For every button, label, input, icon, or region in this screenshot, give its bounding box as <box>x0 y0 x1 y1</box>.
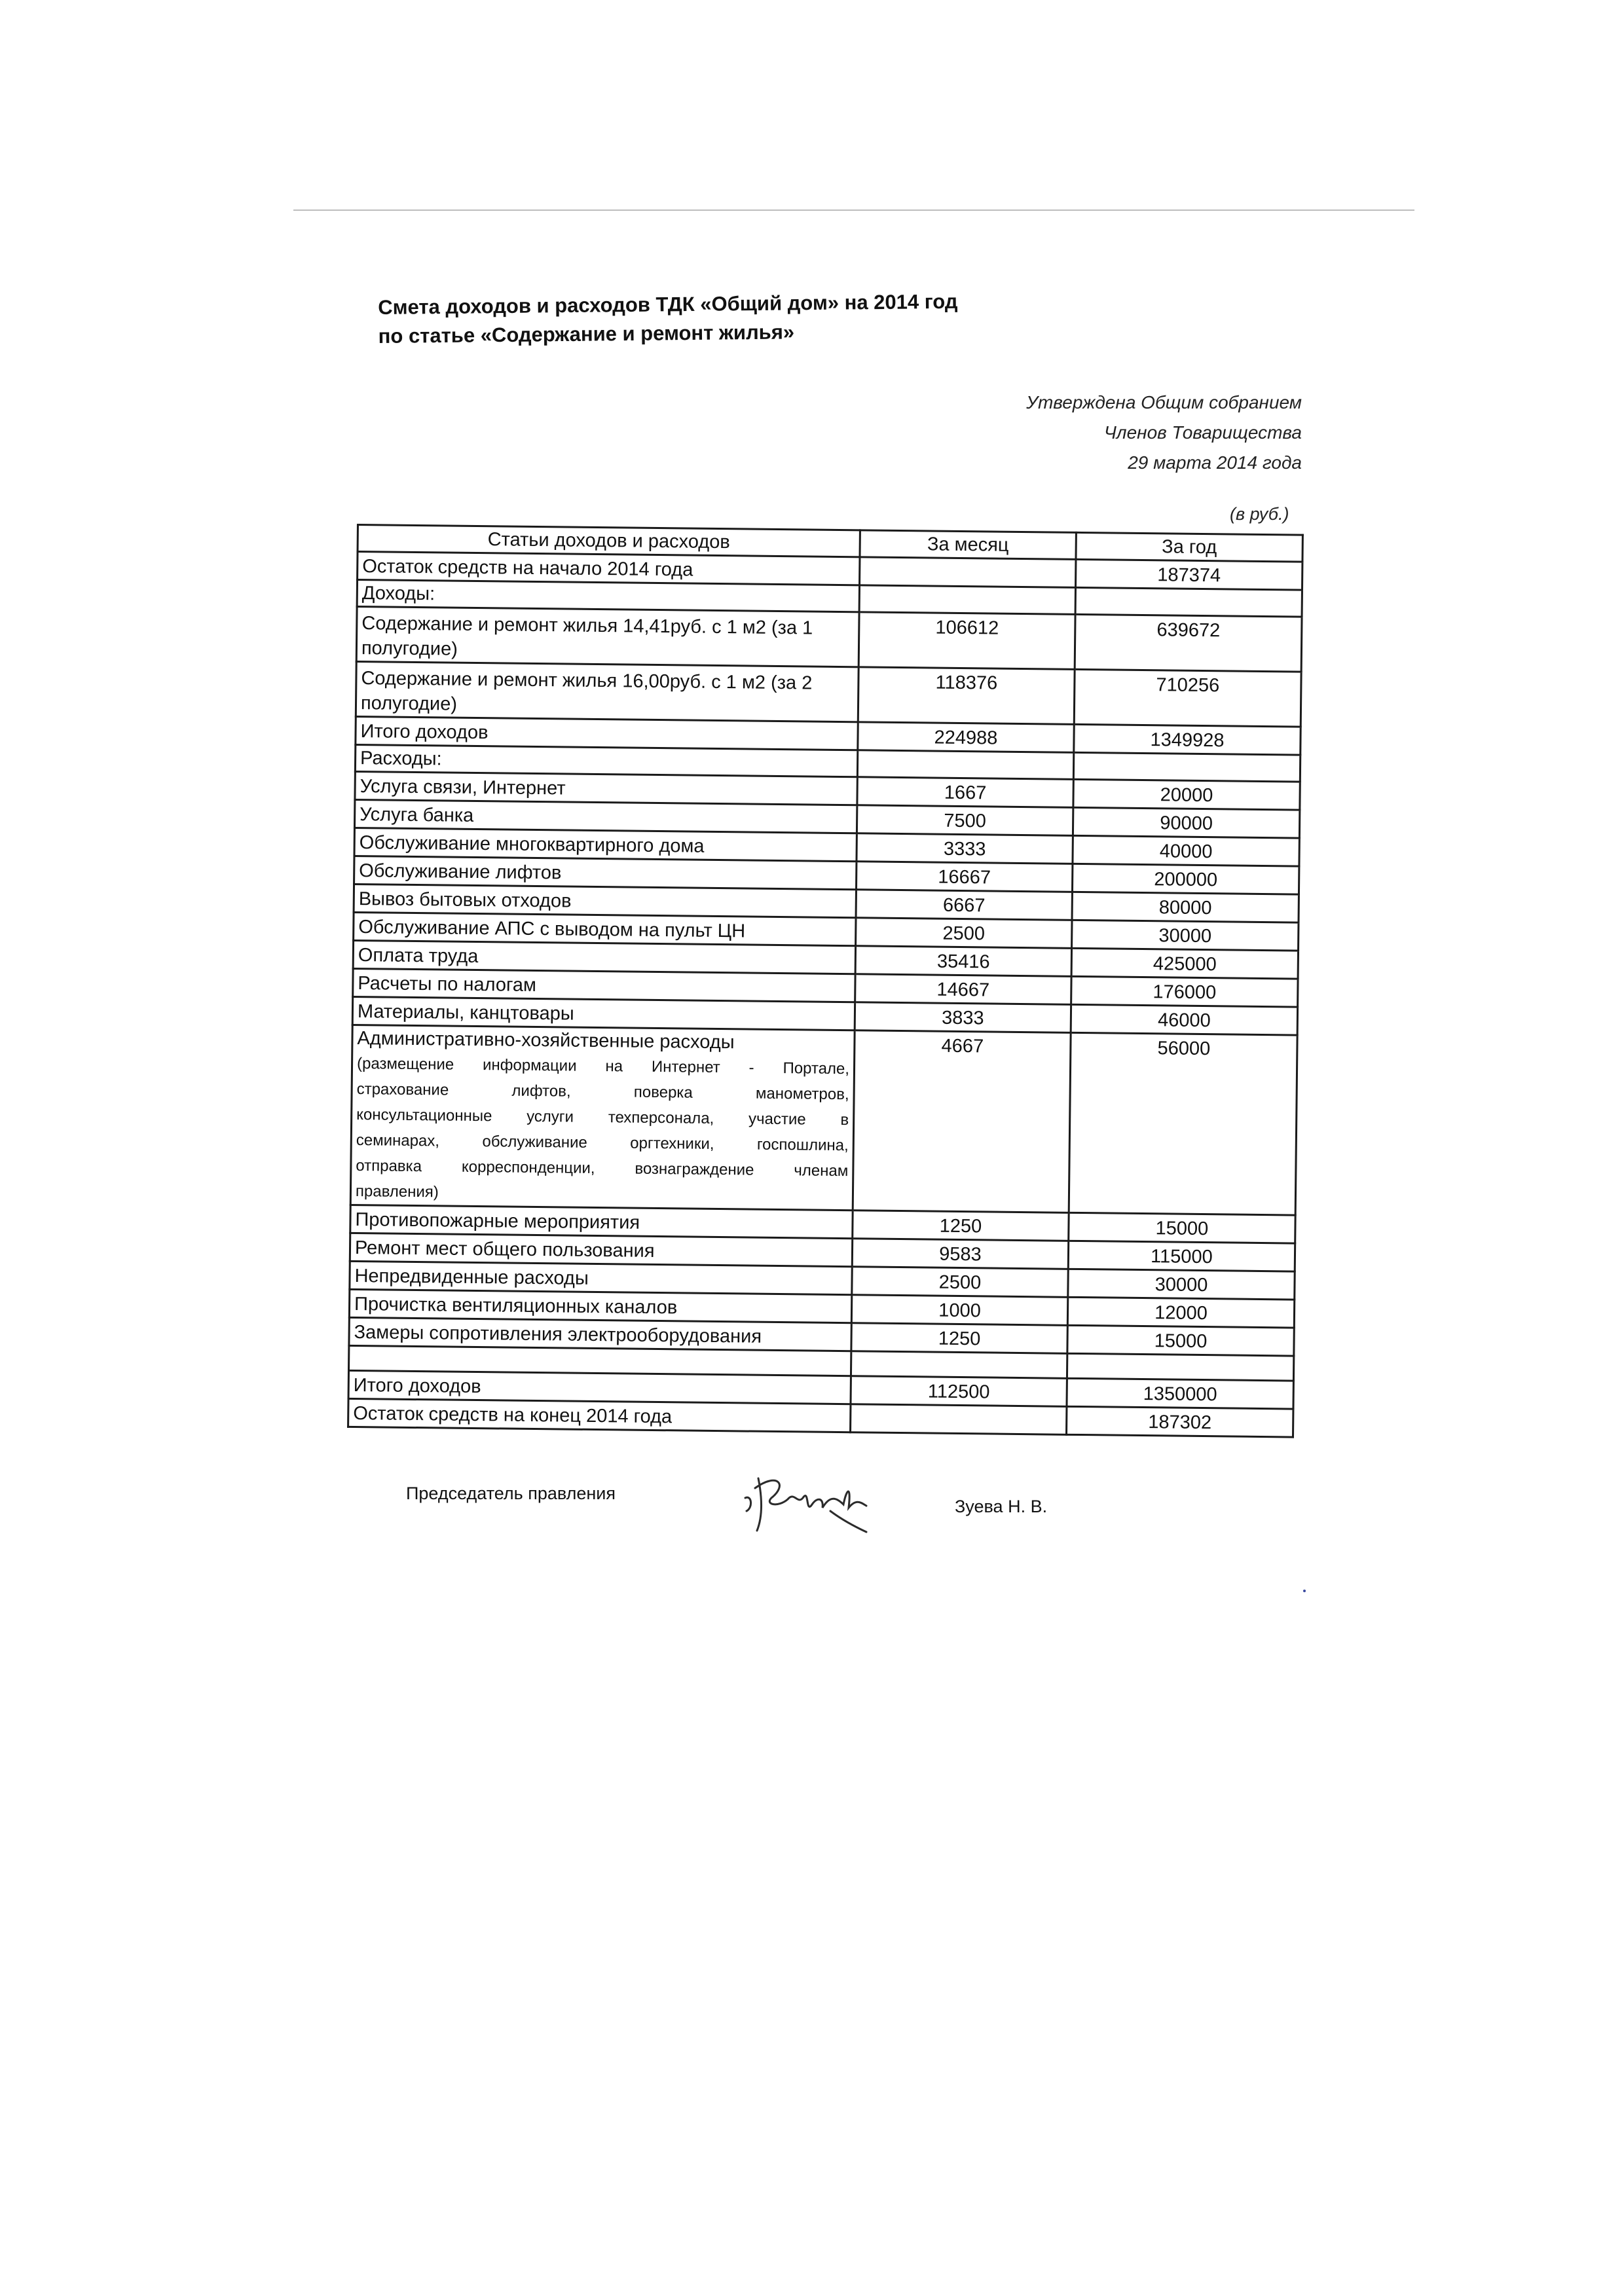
approval-line-3: 29 марта 2014 года <box>1128 452 1302 473</box>
row-item: Обслуживание лифтов <box>354 856 857 889</box>
row-item: Расчеты по налогам <box>353 968 855 1002</box>
row-year: 30000 <box>1072 920 1299 951</box>
row-item: Материалы, канцтовары <box>352 996 855 1030</box>
admin-detail-line: (размещение информации на Интернет - Портале, <box>356 1055 850 1078</box>
row-item: Ремонт мест общего пользования <box>350 1233 852 1266</box>
row-year: 40000 <box>1073 835 1299 866</box>
admin-detail-line: консультационные услуги техперсонала, участие в <box>356 1106 849 1129</box>
row-year: 425000 <box>1071 948 1298 979</box>
row-year <box>1075 587 1302 617</box>
row-year: 187302 <box>1067 1406 1293 1437</box>
row-month: 4667 <box>853 1030 1071 1213</box>
currency-unit-note: (в руб.) <box>1230 504 1289 524</box>
row-month: 14667 <box>855 974 1071 1005</box>
row-item: Остаток средств на конец 2014 года <box>348 1398 851 1432</box>
row-year: 15000 <box>1067 1325 1294 1356</box>
header-item: Статьи доходов и расходов <box>358 525 860 557</box>
row-year: 80000 <box>1072 892 1299 922</box>
row-month: 1000 <box>851 1295 1067 1326</box>
row-year: 20000 <box>1073 779 1300 810</box>
row-year: 115000 <box>1068 1241 1295 1271</box>
table-row <box>356 662 1301 727</box>
row-item: Остаток средств на начало 2014 года <box>358 552 860 585</box>
header-year: За год <box>1076 532 1302 562</box>
row-month: 16667 <box>856 862 1072 892</box>
row-month: 106612 <box>858 612 1075 670</box>
row-item: Итого доходов <box>348 1370 851 1404</box>
row-year: 1349928 <box>1074 724 1301 755</box>
row-item: Расходы: <box>355 744 857 776</box>
row-year: 1350000 <box>1067 1378 1293 1409</box>
row-item: Непредвиденные расходы <box>350 1261 852 1294</box>
row-month <box>857 750 1073 780</box>
row-year: 46000 <box>1071 1004 1297 1035</box>
header-month: За месяц <box>860 530 1076 560</box>
row-item: Доходы: <box>357 580 859 612</box>
row-month: 224988 <box>858 722 1074 753</box>
row-month: 9583 <box>852 1239 1068 1269</box>
row-year: 710256 <box>1074 669 1301 727</box>
admin-detail-line: отправка корреспонденции, вознаграждение членам <box>356 1157 849 1180</box>
title-line-1: Смета доходов и расходов ТДК «Общий дом» на 2014 год <box>378 289 958 319</box>
row-month: 112500 <box>851 1376 1067 1407</box>
row-month: 1667 <box>857 777 1073 808</box>
row-year: 639672 <box>1075 614 1302 672</box>
row-month: 2500 <box>856 918 1072 949</box>
admin-detail-line: семинарах, обслуживание оргтехники, госпошлина, <box>356 1131 849 1155</box>
row-item: Обслуживание многоквартирного дома <box>354 828 857 861</box>
document-title <box>378 287 958 351</box>
row-month <box>860 557 1076 588</box>
row-year: 12000 <box>1067 1297 1294 1328</box>
approval-line-1: Утверждена Общим собранием <box>1026 392 1302 412</box>
scan-speck <box>1303 1590 1306 1592</box>
row-month: 1250 <box>851 1323 1067 1354</box>
table-row <box>356 607 1302 672</box>
row-item: Обслуживание АПС с выводом на пульт ЦН <box>354 912 856 945</box>
row-month <box>851 1351 1067 1379</box>
row-item: Итого доходов <box>356 716 858 750</box>
table-row <box>350 1025 1297 1215</box>
row-item: Услуга банка <box>354 799 857 833</box>
admin-title: Административно-хозяйственные расходы <box>357 1028 735 1053</box>
admin-detail-line: правления) <box>355 1182 439 1201</box>
row-month: 3333 <box>857 833 1073 864</box>
row-month: 2500 <box>852 1267 1068 1298</box>
approval-note <box>1026 388 1302 478</box>
approval-line-2: Членов Товарищества <box>1103 422 1302 443</box>
row-item: Прочистка вентиляционных каналов <box>349 1289 851 1322</box>
row-item: Услуга связи, Интернет <box>355 771 857 805</box>
admin-detail-line: страхование лифтов, поверка манометров, <box>356 1080 849 1104</box>
row-year: 90000 <box>1073 807 1299 838</box>
signature-role: Председатель правления <box>406 1484 616 1503</box>
row-month: 3833 <box>855 1002 1071 1033</box>
signer-name: Зуева Н. В. <box>955 1497 1048 1516</box>
row-item: Содержание и ремонт жилья 14,41руб. с 1 м2 (за 1 полугодие) <box>356 607 859 667</box>
row-year: 176000 <box>1071 976 1298 1007</box>
row-month <box>851 1404 1067 1435</box>
scan-top-rule <box>293 210 1414 211</box>
row-year <box>1073 752 1300 782</box>
estimate-table <box>347 524 1304 1438</box>
row-year: 187374 <box>1076 559 1302 590</box>
row-month: 35416 <box>855 946 1071 977</box>
row-item: Оплата труда <box>353 940 855 974</box>
row-year: 15000 <box>1069 1212 1295 1243</box>
row-month: 1250 <box>853 1211 1069 1241</box>
row-year: 30000 <box>1068 1269 1295 1300</box>
row-item: Вывоз бытовых отходов <box>354 884 856 917</box>
row-year <box>1067 1353 1293 1381</box>
row-month: 118376 <box>858 667 1075 725</box>
row-month <box>859 585 1075 615</box>
row-item: Замеры сопротивления электрооборудования <box>349 1317 851 1351</box>
handwritten-signature <box>732 1459 883 1544</box>
row-item-admin <box>350 1025 855 1210</box>
row-month: 7500 <box>857 805 1073 836</box>
row-year: 200000 <box>1072 864 1299 894</box>
estimate-table-wrapper <box>347 524 1304 1438</box>
row-year: 56000 <box>1069 1032 1297 1215</box>
row-item: Противопожарные мероприятия <box>350 1205 853 1238</box>
row-item: Содержание и ремонт жилья 16,00руб. с 1 м2 (за 2 полугодие) <box>356 662 858 722</box>
title-line-2: по статье «Содержание и ремонт жилья» <box>378 320 795 348</box>
row-month: 6667 <box>856 890 1072 920</box>
